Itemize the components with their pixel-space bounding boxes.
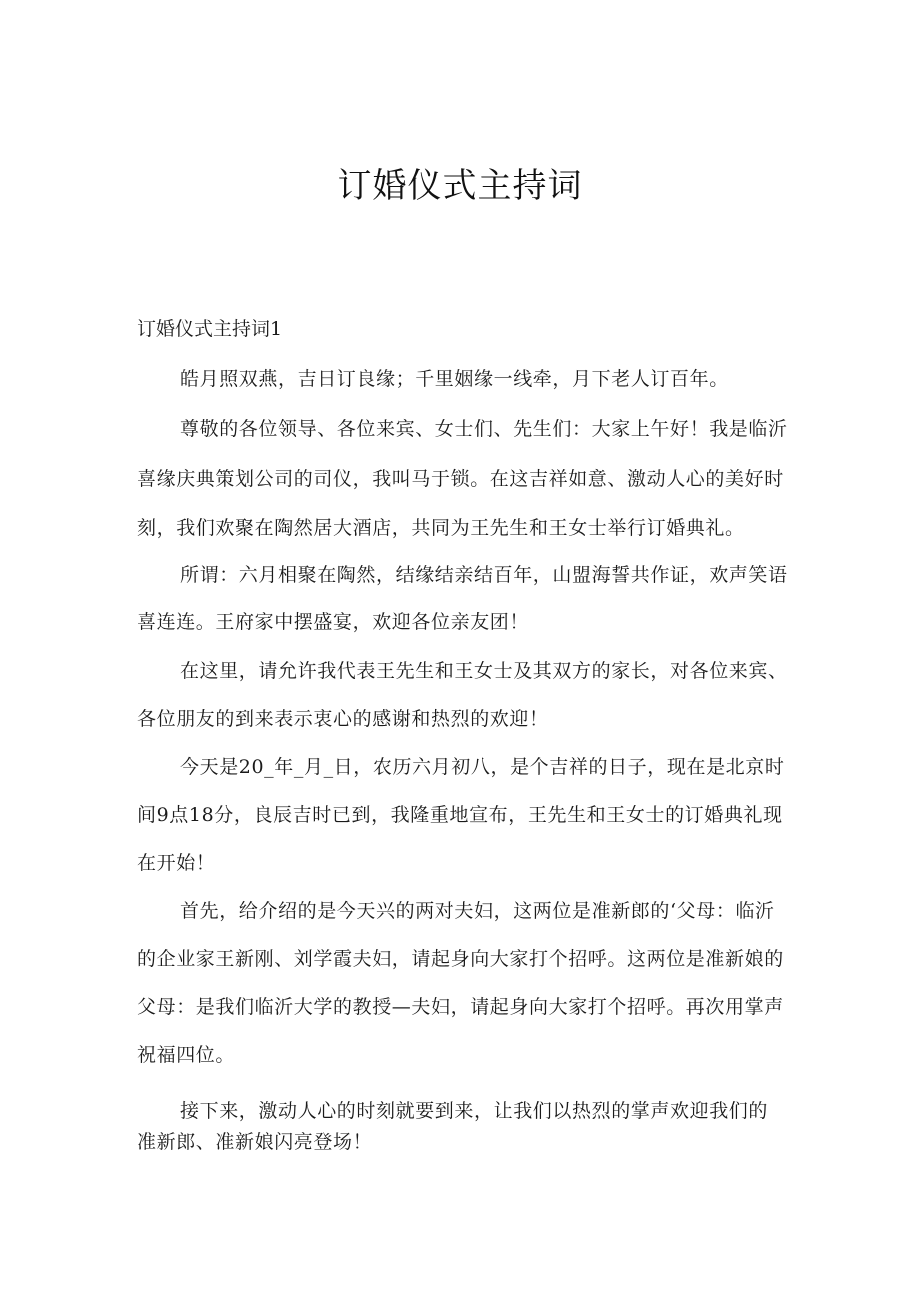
text-line: 喜连连。王府家中摆盛宴，欢迎各位亲友团！ [137,611,530,633]
text-line: 尊敬的各位领导、各位来宾、女士们、先生们：大家上午好！我是临沂 [180,418,788,440]
text-line: 喜缘庆典策划公司的司仪，我叫马于锁。在这吉祥如意、激动人心的美好时 [137,468,784,490]
text-line: 所谓：六月相聚在陶然，结缘结亲结百年，山盟海誓共作证，欢声笑语 [180,564,788,586]
document-title: 订婚仪式主持词 [337,166,583,206]
text-line: 今天是20_年_月_日，农历六月初八，是个吉祥的日子，现在是北京时 [180,756,785,778]
text-line: 的企业家王新刚、刘学霞夫妇，请起身向大家打个招呼。这两位是准新娘的 [137,948,784,970]
text-line: 接下来，激动人心的时刻就要到来，让我们以热烈的掌声欢迎我们的 [180,1100,769,1122]
text-line: 父母：是我们临沂大学的教授—夫妇，请起身向大家打个招呼。再次用掌声 [137,996,784,1018]
text-line: 在这里，请允许我代表王先生和王女士及其双方的家长，对各位来宾、 [180,660,788,682]
text-line: 在开始！ [137,852,216,874]
text-line: 准新郎、准新娘闪亮登场！ [137,1131,373,1153]
section-heading: 订婚仪式主持词1 [137,318,283,340]
text-line: 皓月照双燕，吉日订良缘；千里姻缘一线牵，月下老人订百年。 [180,368,729,390]
text-line: 祝福四位。 [137,1044,236,1066]
text-line: 刻，我们欢聚在陶然居大酒店，共同为王先生和王女士举行订婚典礼。 [137,517,745,539]
text-line: 各位朋友的到来表示衷心的感谢和热烈的欢迎！ [137,708,549,730]
text-line: 首先，给介绍的是今天兴的两对夫妇，这两位是准新郎的‘父母：临沂 [180,900,775,922]
text-line: 间9点18分，良辰吉时已到，我隆重地宣布，王先生和王女士的订婚典礼现 [137,804,783,826]
